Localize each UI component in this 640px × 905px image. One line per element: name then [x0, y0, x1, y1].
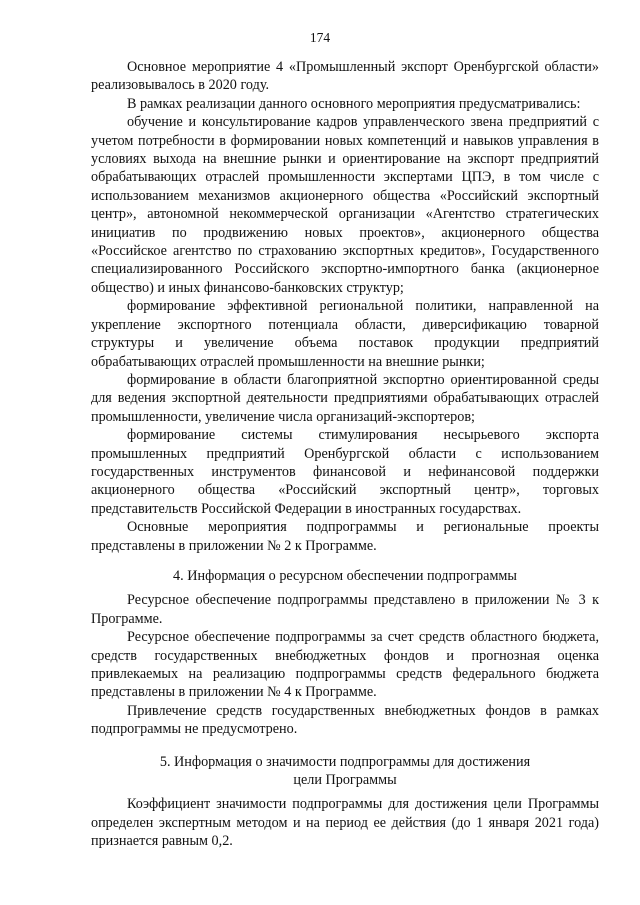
- section-5-heading: [91, 753, 599, 790]
- paragraph: формирование в области благоприятной экспортно ориентированной среды для ведения экспортной деятельности предприятиями обрабатывающих отраслей промышленности, увеличение числа организаций-экспортеров;: [91, 371, 599, 425]
- paragraph: обучение и консультирование кадров управленческого звена предприятий с учетом потребности в формировании новых компетенций и навыков управления в условиях выхода на внешние рынки и ориентирование на экспорт предприятий обрабатывающих отраслей промышленности экспертами ЦПЭ, в том числе с использованием механизмов акционерного общества «Российский экспортный центр», автономной некоммерческой организации «Агентство стратегических инициатив по продвижению новых проектов», акционерного общества «Российское агентство по страхованию экспортных кредитов», Государственного специализированного Российского экспортно-импортного банка (акционерное общество) и иных финансово-банковских структур;: [91, 114, 599, 296]
- paragraph: В рамках реализации данного основного мероприятия предусматривались:: [127, 95, 581, 112]
- paragraph: формирование эффективной региональной политики, направленной на укрепление экспортного потенциала области, диверсификацию товарной структуры и увеличение объема поставок продукции предприятий обрабатывающих отраслей промышленности на внешние рынки;: [91, 298, 599, 370]
- section-5-heading-line-1: 5. Информация о значимости подпрограммы для достижения: [159, 753, 531, 770]
- paragraph: Ресурсное обеспечение подпрограммы представлено в приложении № 3 к Программе.: [91, 592, 599, 627]
- paragraph: Основное мероприятие 4 «Промышленный экспорт Оренбургской области» реализовывалось в 2020 году.: [91, 59, 599, 94]
- page-number: 174: [309, 30, 331, 45]
- paragraph: формирование системы стимулирования несырьевого экспорта промышленных предприятий Оренбургской области с использованием государственных инструментов финансовой и нефинансовой поддержки акционерного общества «Российский экспортный центр», торговых представительств Российской Федерации в иностранных государствах.: [91, 427, 599, 517]
- paragraph: Основные мероприятия подпрограммы и региональные проекты представлены в приложении № 2 к Программе.: [91, 519, 599, 554]
- section-4-heading: 4. Информация о ресурсном обеспечении подпрограммы: [173, 567, 517, 584]
- paragraph: Ресурсное обеспечение подпрограммы за счет средств областного бюджета, средств государственных внебюджетных фондов и прогнозная оценка привлекаемых на реализацию подпрограммы средств федерального бюджета представлены в приложении № 4 к Программе.: [91, 629, 599, 701]
- document-body: [91, 58, 599, 851]
- paragraph: Привлечение средств государственных внебюджетных фондов в рамках подпрограммы не предусмотрено.: [91, 702, 599, 738]
- paragraph: Коэффициент значимости подпрограммы для достижения цели Программы определен экспертным методом и на период ее действия (до 1 января 2021 года) признается равным 0,2.: [91, 796, 599, 850]
- section-5-heading-line-2: цели Программы: [293, 772, 397, 789]
